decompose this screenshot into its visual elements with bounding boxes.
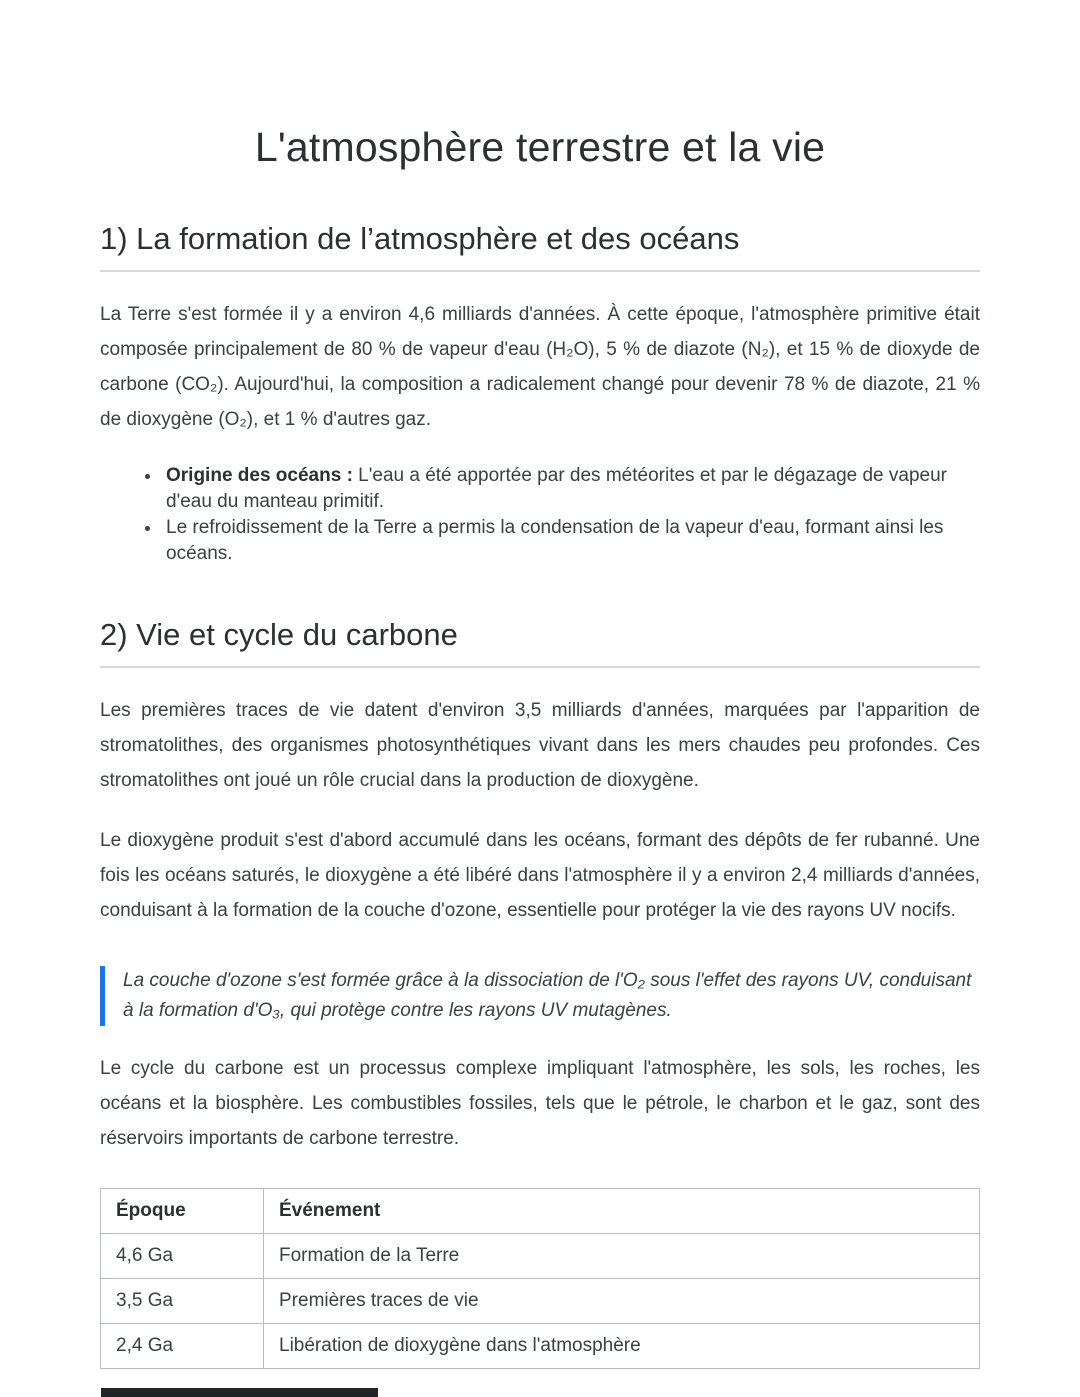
bullet-list-oceans (162, 463, 980, 567)
bullet-text: Le refroidissement de la Terre a permis la condensation de la vapeur d'eau, formant ainsi les océans. (166, 517, 944, 564)
table-row (101, 1234, 980, 1279)
event-cell: Premières traces de vie (264, 1279, 980, 1324)
bullet-label-origine-oceans: Origine des océans : (166, 465, 353, 486)
list-item (162, 515, 980, 567)
event-cell: Libération de dioxygène dans l'atmosphère (264, 1324, 980, 1369)
page-title: L'atmosphère terrestre et la vie (254, 124, 826, 170)
timeline-table (100, 1188, 980, 1369)
bullet-text: L'eau a été apportée par des météorites et par le dégazage de vapeur d'eau du manteau primitif. (166, 465, 947, 512)
table-header-row (101, 1189, 980, 1234)
table-header-epoque: Époque (101, 1189, 264, 1234)
paragraph-oxygen-accumulation: Le dioxygène produit s'est d'abord accumulé dans les océans, formant des dépôts de fer rubanné. Une fois les océans saturés, le dioxygène a été libéré dans l'atmosphère il y a environ 2,4 milliards d'années, conduisant à la formation de la couche d'ozone, essentielle pour protéger la vie des rayons UV nocifs. (100, 830, 980, 921)
section-heading-formation: 1) La formation de l’atmosphère et des océans (100, 221, 980, 272)
paragraph-carbon-cycle: Le cycle du carbone est un processus complexe impliquant l'atmosphère, les sols, les roches, les océans et la biosphère. Les combustibles fossiles, tels que le pétrole, le charbon et le gaz, sont des réservoirs importants de carbone terrestre. (100, 1058, 980, 1149)
table-row (101, 1324, 980, 1369)
section-heading-carbone: 2) Vie et cycle du carbone (100, 617, 980, 668)
paragraph-life-traces: Les premières traces de vie datent d'environ 3,5 milliards d'années, marquées par l'apparition de stromatolithes, des organismes photosynthétiques vivant dans les mers chaudes peu profondes. Ces stromatolithes ont joué un rôle crucial dans la production de dioxygène. (100, 700, 980, 791)
event-cell: Formation de la Terre (264, 1234, 980, 1279)
partial-dark-block (101, 1388, 378, 1397)
epoch-cell: 2,4 Ga (101, 1324, 264, 1369)
epoch-cell: 4,6 Ga (101, 1234, 264, 1279)
list-item (162, 463, 980, 515)
ozone-blockquote: La couche d'ozone s'est formée grâce à la dissociation de l'O₂ sous l'effet des rayons UV, conduisant à la formation d'O₃, qui protège contre les rayons UV mutagènes. (100, 966, 980, 1026)
table-row (101, 1279, 980, 1324)
table-header-evenement: Événement (264, 1189, 980, 1234)
paragraph-formation-intro: La Terre s'est formée il y a environ 4,6 milliards d'années. À cette époque, l'atmosphère primitive était composée principalement de 80 % de vapeur d'eau (H₂O), 5 % de diazote (N₂), et 15 % de dioxyde de carbone (CO₂). Aujourd'hui, la composition a radicalement changé pour devenir 78 % de diazote, 21 % de dioxygène (O₂), et 1 % d'autres gaz. (100, 304, 980, 430)
epoch-cell: 3,5 Ga (101, 1279, 264, 1324)
